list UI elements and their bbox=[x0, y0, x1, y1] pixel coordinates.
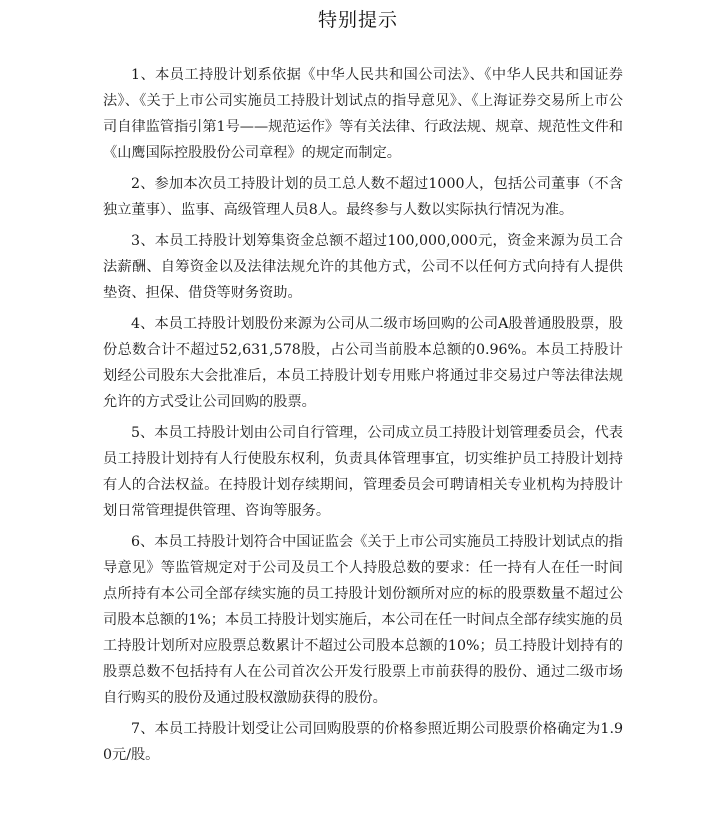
paragraph-1: 1、本员工持股计划系依据《中华人民共和国公司法》、《中华人民共和国证券法》、《关于上市公司实施员工持股计划试点的指导意见》、《上海证券交易所上市公司自律监管指引第1号——规范运作》等有关法律、行政法规、规章、规范性文件和《山鹰国际控股股份公司章程》的规定而制定。 bbox=[103, 67, 623, 161]
paragraph-7: 7、本员工持股计划受让公司回购股票的价格参照近期公司股票价格确定为1.90元/股。 bbox=[103, 721, 623, 763]
paragraph-2: 2、参加本次员工持股计划的员工总人数不超过1000人，包括公司董事（不含独立董事）、监事、高级管理人员8人。最终参与人数以实际执行情况为准。 bbox=[103, 176, 623, 218]
paragraph-3: 3、本员工持股计划筹集资金总额不超过100,000,000元，资金来源为员工合法薪酬、自筹资金以及法律法规允许的其他方式，公司不以任何方式向持有人提供垫资、担保、借贷等财务资助。 bbox=[103, 233, 623, 301]
document-body bbox=[103, 62, 623, 773]
paragraph-5: 5、本员工持股计划由公司自行管理，公司成立员工持股计划管理委员会，代表员工持股计划持有人行使股东权利，负责具体管理事宜，切实维护员工持股计划持有人的合法权益。在持股计划存续期间，管理委员会可聘请相关专业机构为持股计划日常管理提供管理、咨询等服务。 bbox=[103, 425, 623, 519]
paragraph-6: 6、本员工持股计划符合中国证监会《关于上市公司实施员工持股计划试点的指导意见》等监管规定对于公司及员工个人持股总数的要求：任一持有人在任一时间点所持有本公司全部存续实施的员工持股计划份额所对应的标的股票数量不超过公司股本总额的1%；本员工持股计划实施后，本公司在任一时间点全部存续实施的员工持股计划所对应股票总数累计不超过公司股本总额的10%；员工持股计划持有的股票总数不包括持有人在公司首次公开发行股票上市前获得的股份、通过二级市场自行购买的股份及通过股权激励获得的股份。 bbox=[103, 534, 623, 706]
paragraph-4: 4、本员工持股计划股份来源为公司从二级市场回购的公司A股普通股股票，股份总数合计不超过52,631,578股，占公司当前股本总额的0.96%。本员工持股计划经公司股东大会批准后，本员工持股计划专用账户将通过非交易过户等法律法规允许的方式受让公司回购的股票。 bbox=[103, 316, 623, 410]
page-title: 特别提示 bbox=[317, 9, 398, 31]
